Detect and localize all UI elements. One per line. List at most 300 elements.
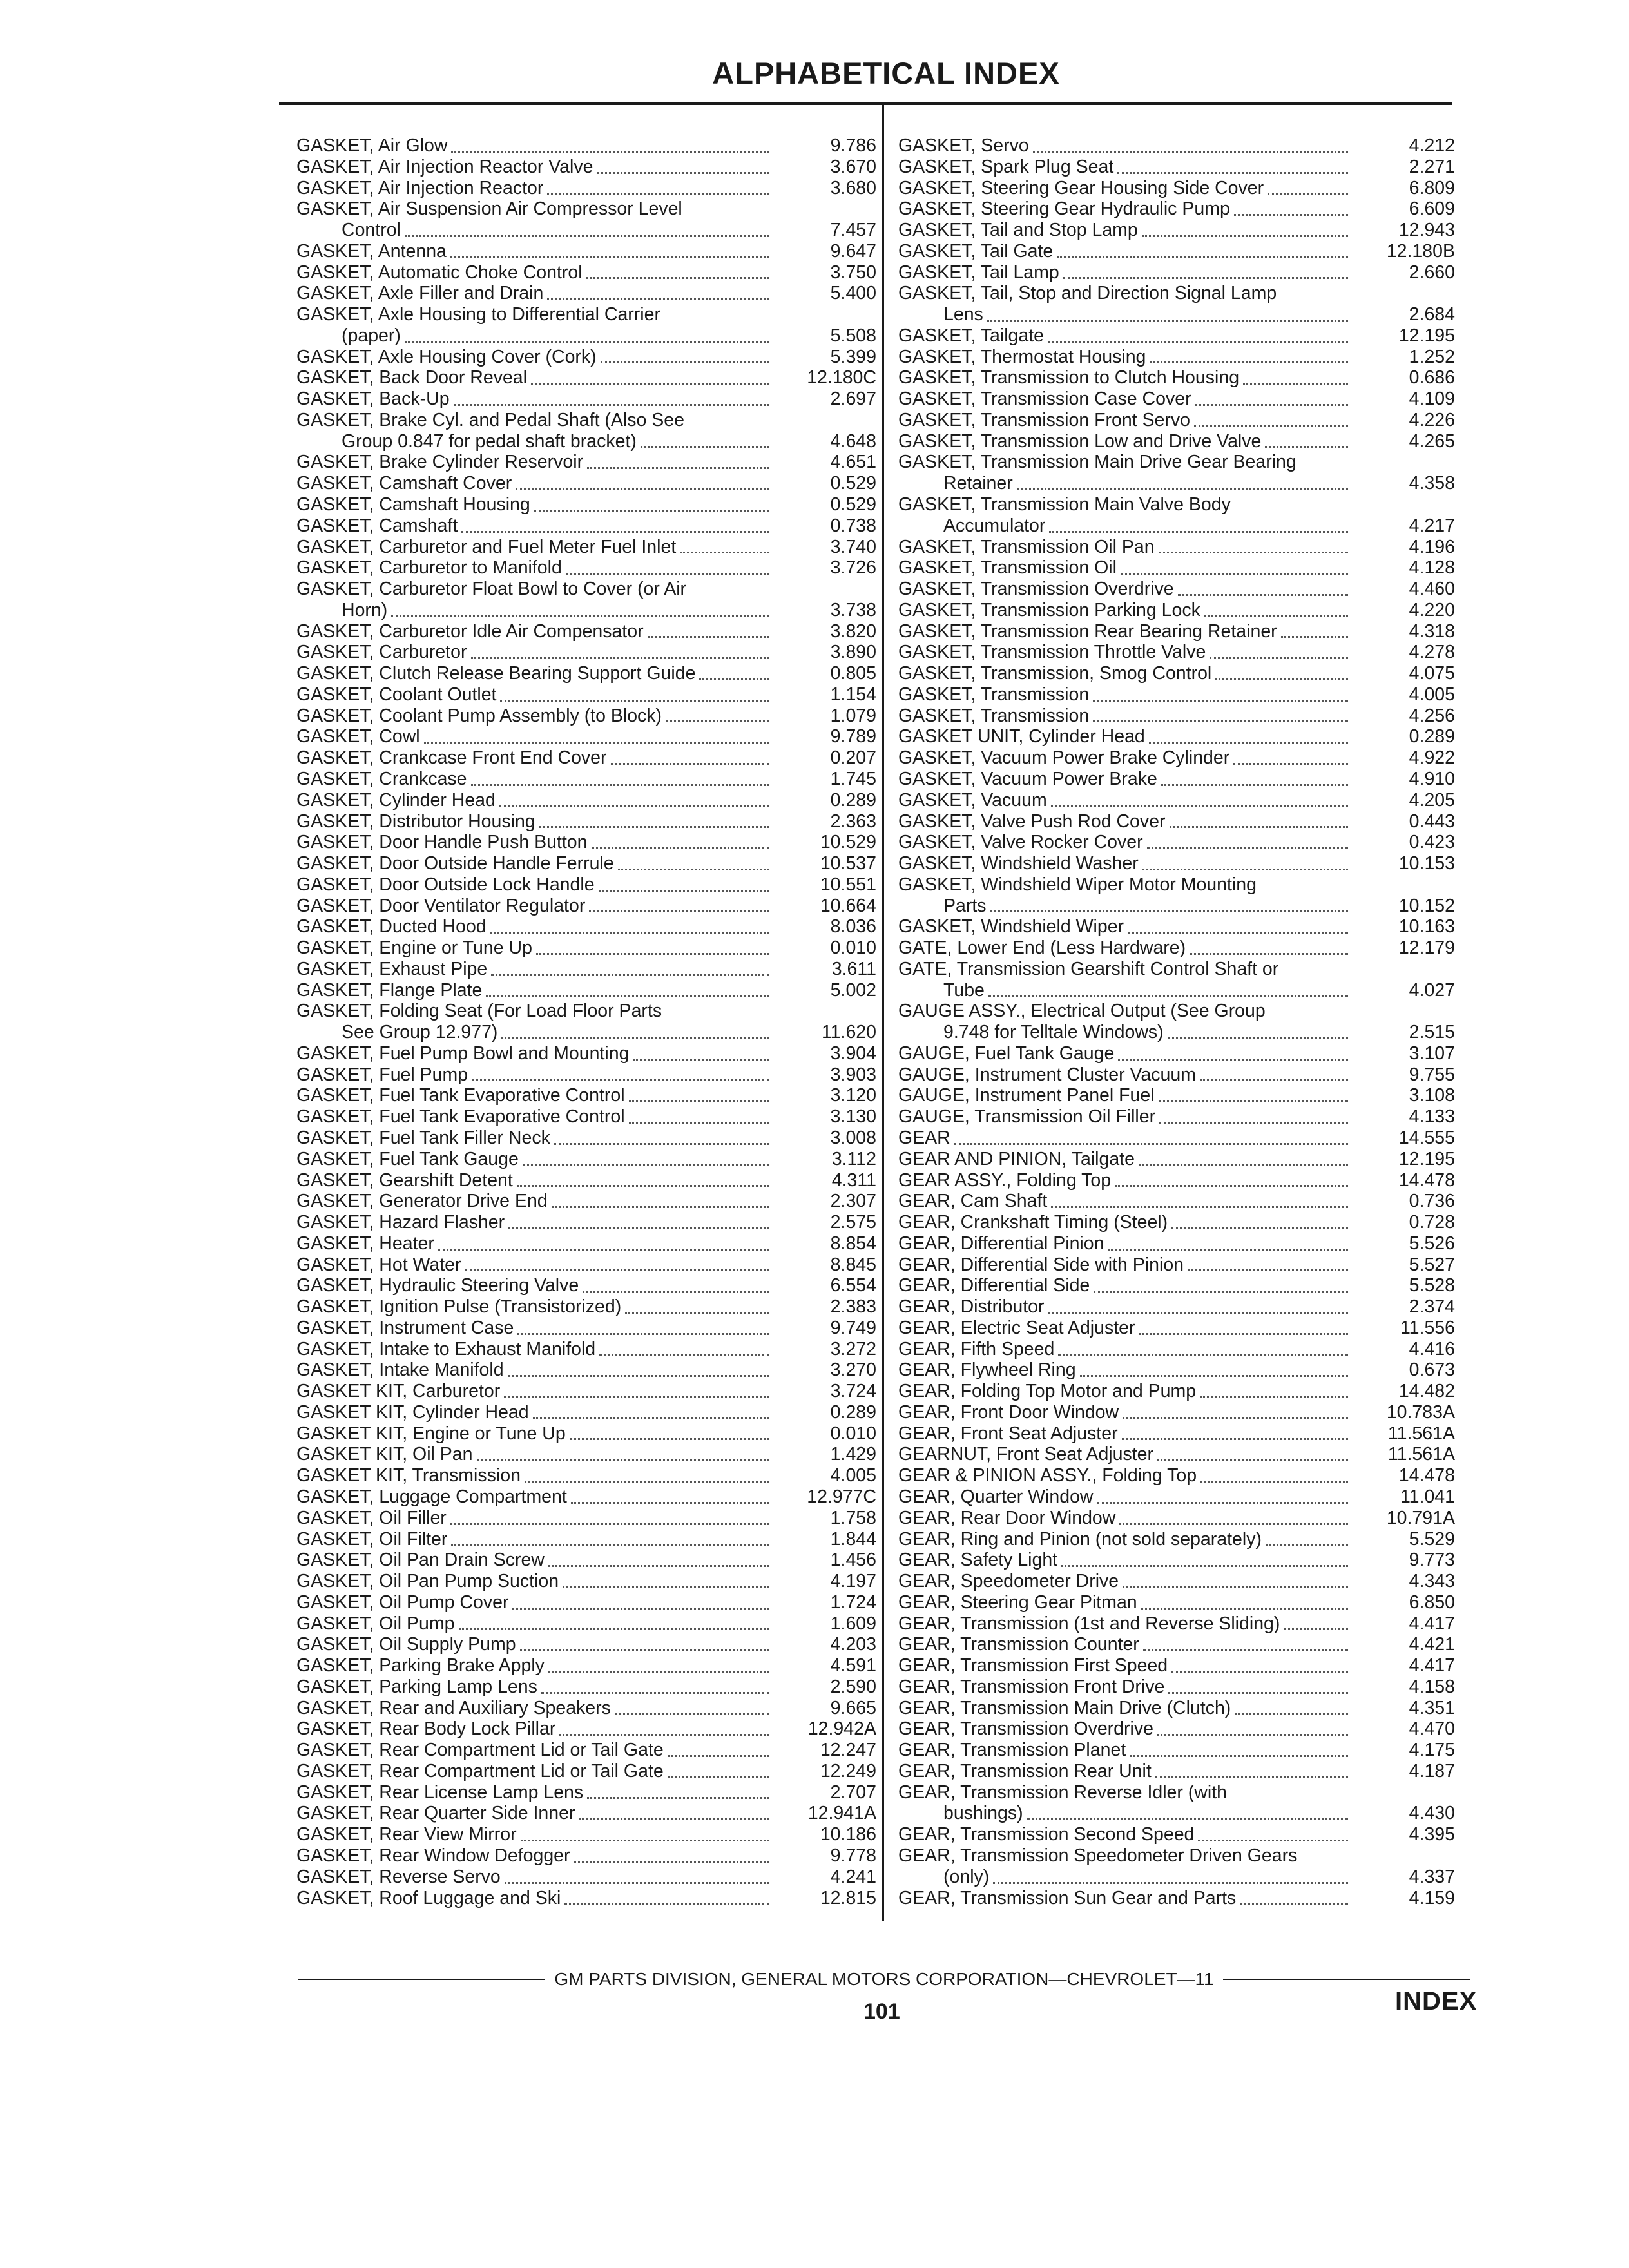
entry-label: GASKET, Crankcase	[296, 768, 467, 789]
entry-group-number: 4.358	[1409, 473, 1455, 494]
index-entry	[296, 1782, 876, 1803]
entry-label: GASKET, Coolant Pump Assembly (to Block)	[296, 705, 662, 726]
entry-group-number: 1.456	[830, 1550, 876, 1571]
entry-label: GASKET, Fuel Tank Filler Neck	[296, 1127, 550, 1148]
leader-dots	[1231, 1792, 1348, 1799]
entry-label: GEAR, Differential Side	[898, 1275, 1090, 1296]
entry-group-number: 12.195	[1398, 1148, 1455, 1169]
entry-label: GAUGE, Fuel Tank Gauge	[898, 1043, 1115, 1064]
index-entry	[296, 1022, 876, 1043]
entry-label: GEAR, Cam Shaft	[898, 1191, 1048, 1212]
index-entry	[898, 1212, 1455, 1233]
index-column-left	[296, 135, 876, 1908]
entry-label: GASKET, Door Outside Handle Ferrule	[296, 853, 614, 874]
entry-group-number: 3.726	[830, 557, 876, 579]
leader-dots	[599, 883, 769, 892]
leader-dots	[477, 1453, 770, 1461]
leader-dots	[587, 1791, 769, 1799]
entry-label: GASKET, Heater	[296, 1233, 434, 1254]
leader-dots	[1190, 947, 1348, 955]
index-entry	[898, 1085, 1455, 1106]
index-entry	[296, 1275, 876, 1296]
entry-label: GEAR AND PINION, Tailgate	[898, 1148, 1135, 1169]
footer-rule-right	[1223, 1979, 1470, 1980]
entry-label: GASKET, Brake Cylinder Reservoir	[296, 452, 584, 473]
leader-dots	[508, 1369, 769, 1377]
index-entry	[898, 1423, 1455, 1445]
index-entry	[898, 1698, 1455, 1719]
entry-group-number: 9.665	[830, 1697, 876, 1718]
entry-group-number: 3.120	[830, 1085, 876, 1106]
entry-label: GASKET KIT, Cylinder Head	[296, 1401, 529, 1423]
entry-label: GASKET, Rear Compartment Lid or Tail Gate	[296, 1760, 664, 1782]
index-entry	[296, 1212, 876, 1233]
entry-group-number: 10.537	[820, 853, 876, 874]
entry-group-number: 14.555	[1398, 1127, 1455, 1148]
entry-label: GASKET, Door Outside Lock Handle	[296, 874, 595, 895]
leader-dots	[516, 482, 769, 490]
leader-dots	[1119, 1517, 1348, 1525]
leader-dots	[405, 229, 769, 237]
leader-dots	[552, 1200, 769, 1208]
entry-label: GASKET KIT, Oil Pan	[296, 1444, 473, 1465]
entry-label: GEAR, Folding Top Motor and Pump	[898, 1381, 1197, 1402]
index-entry	[898, 1761, 1455, 1782]
entry-group-number: 9.778	[830, 1845, 876, 1867]
entry-group-number: 0.738	[830, 515, 876, 536]
leader-dots	[1168, 1686, 1348, 1694]
entry-label: Group 0.847 for pedal shaft bracket)	[342, 430, 637, 452]
index-entry	[898, 1128, 1455, 1149]
entry-label: GASKET, Rear Window Defogger	[296, 1845, 570, 1867]
index-entry	[898, 367, 1455, 389]
leader-dots	[570, 1432, 769, 1440]
index-entry	[898, 1550, 1455, 1571]
entry-label: GASKET, Vacuum	[898, 789, 1047, 811]
index-entry	[296, 1529, 876, 1550]
entry-group-number: 5.399	[830, 346, 876, 367]
index-entry	[296, 896, 876, 917]
index-entry	[296, 1064, 876, 1086]
index-entry	[296, 1550, 876, 1571]
index-entry	[296, 579, 876, 600]
index-entry	[296, 937, 876, 959]
entry-group-number: 1.844	[830, 1528, 876, 1550]
index-entry	[898, 916, 1455, 937]
index-entry	[296, 198, 876, 220]
entry-label: GEAR, Transmission Speedometer Driven Gears	[898, 1845, 1298, 1867]
leader-dots	[490, 925, 769, 934]
leader-dots	[1200, 1474, 1348, 1483]
entry-label: GASKET, Fuel Tank Evaporative Control	[296, 1085, 625, 1106]
index-entry	[898, 431, 1455, 452]
leader-dots	[564, 1896, 769, 1905]
entry-group-number: 8.854	[830, 1233, 876, 1254]
index-entry	[296, 1233, 876, 1254]
leader-dots	[405, 334, 769, 343]
entry-label: GASKET, Rear Compartment Lid or Tail Gate	[296, 1740, 664, 1761]
leader-dots	[688, 421, 769, 427]
entry-label: GEAR, Safety Light	[898, 1550, 1058, 1571]
leader-dots	[548, 1664, 769, 1673]
leader-dots	[579, 1812, 769, 1820]
leader-dots	[668, 1749, 769, 1757]
entry-label: GATE, Transmission Gearshift Control Shaft or	[898, 958, 1279, 979]
entry-label: GASKET, Back-Up	[296, 389, 450, 410]
entry-label: GASKET, Gearshift Detent	[296, 1169, 513, 1191]
index-entry	[898, 1296, 1455, 1318]
entry-group-number: 11.041	[1400, 1486, 1455, 1507]
leader-dots	[1268, 186, 1348, 195]
index-entry	[296, 220, 876, 241]
leader-dots	[664, 315, 769, 322]
leader-dots	[666, 1012, 769, 1018]
leader-dots	[1284, 1622, 1348, 1630]
index-entry	[296, 452, 876, 473]
entry-label: GEAR, Fifth Speed	[898, 1338, 1055, 1360]
leader-dots	[592, 841, 770, 849]
entry-label: GASKET, Axle Housing Cover (Cork)	[296, 346, 597, 367]
leader-dots	[1159, 1115, 1348, 1124]
entry-group-number: 2.363	[830, 811, 876, 832]
entry-label: GASKET, Intake to Exhaust Manifold	[296, 1338, 596, 1360]
entry-group-number: 2.660	[1409, 262, 1455, 283]
index-entry	[296, 1613, 876, 1635]
entry-group-number: 2.575	[830, 1212, 876, 1233]
entry-group-number: 4.128	[1409, 557, 1455, 579]
leader-dots	[471, 651, 769, 659]
leader-dots	[1171, 1664, 1348, 1673]
leader-dots	[601, 355, 769, 363]
entry-group-number: 5.528	[1409, 1275, 1455, 1296]
index-entry	[296, 1655, 876, 1677]
index-entry	[296, 135, 876, 157]
index-entry	[898, 579, 1455, 600]
index-entry	[296, 1867, 876, 1888]
entry-label: GEAR, Quarter Window	[898, 1486, 1094, 1507]
entry-group-number: 10.783A	[1386, 1401, 1455, 1423]
leader-dots	[566, 566, 769, 575]
entry-label: Control	[342, 220, 401, 241]
entry-group-number: 10.664	[820, 895, 876, 916]
entry-label: GASKET, Antenna	[296, 240, 447, 262]
entry-group-number: 4.187	[1409, 1760, 1455, 1782]
entry-label: GASKET, Oil Pan Pump Suction	[296, 1571, 559, 1592]
leader-dots	[451, 1537, 769, 1546]
entry-group-number: 3.611	[831, 958, 876, 979]
index-entry	[898, 1613, 1455, 1635]
entry-label: GASKET, Steering Gear Hydraulic Pump	[898, 198, 1230, 220]
entry-group-number: 14.478	[1398, 1169, 1455, 1191]
entry-label: GEAR, Front Door Window	[898, 1401, 1119, 1423]
entry-group-number: 10.153	[1398, 853, 1455, 874]
leader-dots	[1061, 1559, 1348, 1567]
index-entry	[296, 157, 876, 178]
entry-group-number: 4.648	[830, 430, 876, 452]
entry-label: GASKET, Air Injection Reactor	[296, 177, 544, 198]
leader-dots	[454, 398, 769, 406]
entry-label: GEAR	[898, 1127, 950, 1148]
entry-label: GASKET, Rear View Mirror	[296, 1824, 517, 1845]
leader-dots	[1139, 1327, 1348, 1335]
entry-label: GEAR, Transmission Main Drive (Clutch)	[898, 1697, 1231, 1718]
leader-dots	[1149, 735, 1348, 744]
entry-label: GASKET, Instrument Case	[296, 1317, 514, 1338]
leader-dots	[459, 1622, 770, 1630]
entry-label: Lens	[943, 304, 983, 325]
entry-label: GASKET, Rear License Lamp Lens	[296, 1782, 584, 1803]
leader-dots	[1200, 1073, 1348, 1081]
leader-dots	[1123, 1580, 1348, 1588]
index-entry	[898, 853, 1455, 874]
leader-dots	[666, 714, 769, 722]
index-entry	[898, 747, 1455, 769]
leader-dots	[1142, 229, 1348, 237]
index-entry	[898, 241, 1455, 262]
entry-label: GASKET, Carburetor to Manifold	[296, 557, 562, 579]
leader-dots	[1170, 820, 1349, 828]
entry-group-number: 4.430	[1409, 1803, 1455, 1824]
entry-label: GASKET, Rear Body Lock Pillar	[296, 1718, 556, 1740]
leader-dots	[1057, 250, 1348, 258]
index-entry	[898, 1106, 1455, 1128]
index-entry	[296, 959, 876, 980]
entry-label: GASKET, Tail Gate	[898, 240, 1054, 262]
entry-group-number: 4.651	[830, 452, 876, 473]
entry-group-number: 3.670	[830, 156, 876, 177]
entry-label: GASKET, Carburetor Idle Air Compensator	[296, 620, 644, 642]
entry-group-number: 9.786	[830, 135, 876, 156]
leader-dots	[586, 271, 769, 279]
index-entry	[296, 494, 876, 515]
entry-label: GAUGE, Instrument Cluster Vacuum	[898, 1064, 1196, 1085]
entry-group-number: 5.400	[830, 283, 876, 304]
index-entry	[898, 473, 1455, 494]
index-entry	[296, 1191, 876, 1212]
index-entry	[296, 1508, 876, 1529]
entry-group-number: 1.252	[1409, 346, 1455, 367]
entry-label: GAUGE, Transmission Oil Filler	[898, 1106, 1156, 1128]
index-entry	[898, 1845, 1455, 1867]
leader-dots	[1142, 862, 1348, 870]
leader-dots	[512, 1601, 769, 1610]
index-entry	[898, 1191, 1455, 1212]
leader-dots	[501, 1031, 769, 1039]
leader-dots	[629, 1094, 769, 1102]
entry-group-number: 11.561A	[1387, 1444, 1455, 1465]
index-entry	[296, 916, 876, 937]
leader-dots	[517, 1178, 769, 1187]
entry-label: GASKET, Oil Filler	[296, 1507, 447, 1528]
entry-group-number: 4.226	[1409, 409, 1455, 430]
index-entry	[296, 1043, 876, 1064]
entry-group-number: 2.707	[830, 1782, 876, 1803]
leader-dots	[648, 629, 769, 638]
entry-label: GASKET, Distributor Housing	[296, 811, 535, 832]
entry-group-number: 4.005	[830, 1465, 876, 1486]
entry-label: GASKET, Transmission Parking Lock	[898, 599, 1200, 620]
entry-group-number: 4.922	[1409, 747, 1455, 769]
index-entry	[898, 726, 1455, 747]
leader-dots	[1121, 566, 1348, 575]
leader-dots	[505, 1876, 769, 1884]
entry-label: GASKET, Door Handle Push Button	[296, 832, 588, 853]
entry-label: GASKET, Windshield Wiper	[898, 916, 1124, 937]
entry-group-number: 4.220	[1409, 599, 1455, 620]
entry-group-number: 5.526	[1409, 1233, 1455, 1254]
index-entry	[898, 325, 1455, 347]
index-entry	[296, 410, 876, 431]
entry-label: GEAR ASSY., Folding Top	[898, 1169, 1112, 1191]
index-entry	[898, 1318, 1455, 1339]
entry-group-number: 2.684	[1409, 304, 1455, 325]
leader-dots	[1122, 1432, 1348, 1440]
entry-group-number: 0.207	[830, 747, 876, 769]
index-entry	[898, 1571, 1455, 1592]
index-entry	[898, 198, 1455, 220]
entry-label: GAUGE ASSY., Electrical Output (See Group	[898, 1001, 1266, 1022]
entry-group-number: 0.423	[1409, 832, 1455, 853]
index-entry	[296, 726, 876, 747]
entry-group-number: 0.289	[830, 789, 876, 811]
entry-label: GEAR, Transmission Rear Unit	[898, 1760, 1152, 1782]
index-entry	[296, 853, 876, 874]
index-entry	[296, 1170, 876, 1191]
leader-dots	[547, 186, 769, 195]
footer-division-text: GM PARTS DIVISION, GENERAL MOTORS CORPORATION—CHEVROLET—11	[554, 1969, 1214, 1989]
leader-dots	[625, 1305, 769, 1314]
footer-rule-left	[298, 1979, 545, 1980]
index-entry	[296, 663, 876, 684]
entry-group-number: 0.010	[830, 937, 876, 959]
entry-group-number: 9.749	[830, 1317, 876, 1338]
leader-dots	[1118, 1052, 1348, 1061]
entry-group-number: 9.773	[1409, 1550, 1455, 1571]
leader-dots	[987, 313, 1348, 322]
index-entry	[296, 1318, 876, 1339]
entry-group-number: 1.758	[830, 1507, 876, 1528]
index-entry	[296, 1634, 876, 1655]
entry-group-number: 10.152	[1398, 895, 1455, 916]
index-entry	[296, 747, 876, 769]
entry-group-number: 0.805	[830, 663, 876, 684]
leader-dots	[641, 439, 769, 448]
entry-label: GASKET, Luggage Compartment	[296, 1486, 567, 1507]
entry-group-number: 3.820	[830, 620, 876, 642]
index-entry	[296, 1824, 876, 1845]
entry-group-number: 11.561A	[1387, 1423, 1455, 1444]
entry-label: GASKET, Transmission Front Servo	[898, 409, 1190, 430]
entry-label: GASKET, Hazard Flasher	[296, 1212, 505, 1233]
entry-label: GASKET, Thermostat Housing	[898, 346, 1146, 367]
index-entry	[898, 515, 1455, 537]
entry-label: GASKET, Air Injection Reactor Valve	[296, 156, 593, 177]
leader-dots	[571, 1495, 769, 1504]
leader-dots	[597, 166, 769, 174]
index-entry	[898, 1360, 1455, 1381]
entry-group-number: 4.318	[1409, 620, 1455, 642]
leader-dots	[559, 1727, 769, 1736]
entry-label: GASKET, Transmission Overdrive	[898, 579, 1174, 600]
entry-group-number: 7.457	[830, 220, 876, 241]
index-entry	[296, 389, 876, 410]
leader-dots	[450, 250, 769, 258]
entry-label: GASKET, Camshaft Housing	[296, 494, 530, 515]
entry-group-number: 3.904	[830, 1043, 876, 1064]
leader-dots	[547, 292, 769, 300]
leader-dots	[1093, 714, 1348, 722]
entry-group-number: 10.791A	[1386, 1507, 1455, 1528]
entry-label: GEAR, Transmission Front Drive	[898, 1676, 1165, 1697]
leader-dots	[1130, 1749, 1348, 1757]
index-entry	[898, 1529, 1455, 1550]
entry-label: GASKET, Folding Seat (For Load Floor Parts	[296, 1001, 662, 1022]
entry-label: GEAR, Front Seat Adjuster	[898, 1423, 1118, 1444]
entry-label: GASKET, Transmission Throttle Valve	[898, 642, 1206, 663]
entry-group-number: 3.724	[830, 1381, 876, 1402]
entry-label: GEAR, Transmission Second Speed	[898, 1824, 1195, 1845]
index-entry	[898, 304, 1455, 325]
leader-dots	[1017, 482, 1348, 490]
index-entry	[898, 1022, 1455, 1043]
leader-dots	[1128, 925, 1348, 934]
index-entry	[296, 515, 876, 537]
index-entry	[898, 1254, 1455, 1276]
entry-label: GASKET, Transmission to Clutch Housing	[898, 367, 1240, 389]
entry-label: GASKET, Transmission Case Cover	[898, 389, 1191, 410]
entry-label: GASKET, Parking Brake Apply	[296, 1655, 545, 1677]
entry-label: GASKET, Axle Filler and Drain	[296, 283, 544, 304]
entry-group-number: 12.943	[1398, 220, 1455, 241]
leader-dots	[1115, 1178, 1348, 1187]
entry-label: GASKET, Rear Quarter Side Inner	[296, 1803, 575, 1824]
leader-dots	[1280, 294, 1348, 300]
entry-group-number: 1.609	[830, 1613, 876, 1634]
index-entry	[296, 1106, 876, 1128]
leader-dots	[1139, 1158, 1348, 1166]
index-entry	[898, 220, 1455, 241]
entry-label: GASKET, Fuel Tank Gauge	[296, 1148, 519, 1169]
leader-dots	[629, 1115, 769, 1124]
leader-dots	[1123, 1411, 1348, 1419]
leader-dots	[520, 1643, 769, 1651]
index-entry	[898, 1677, 1455, 1698]
index-entry	[296, 874, 876, 896]
entry-label: GASKET, Servo	[898, 135, 1029, 156]
entry-label: GEAR, Transmission Counter	[898, 1634, 1139, 1655]
entry-group-number: 4.203	[830, 1634, 876, 1655]
entry-group-number: 4.133	[1409, 1106, 1455, 1128]
leader-dots	[1168, 1031, 1348, 1039]
entry-label: GASKET, Coolant Outlet	[296, 684, 497, 705]
index-entry	[296, 473, 876, 494]
index-entry	[296, 980, 876, 1001]
entry-label: GASKET, Valve Push Rod Cover	[898, 811, 1166, 832]
leader-dots	[1233, 756, 1348, 765]
leader-dots	[534, 503, 769, 512]
index-entry	[898, 1001, 1455, 1022]
entry-group-number: 4.910	[1409, 768, 1455, 789]
entry-label: GASKET, Transmission	[898, 684, 1090, 705]
index-entry	[296, 241, 876, 262]
index-entry	[296, 1001, 876, 1022]
leader-dots	[1048, 334, 1348, 343]
leader-dots	[1188, 1263, 1348, 1271]
entry-group-number: 4.256	[1409, 705, 1455, 726]
entry-group-number: 5.002	[830, 979, 876, 1001]
leader-dots	[424, 735, 769, 744]
page-title: ALPHABETICAL INDEX	[712, 56, 1060, 90]
